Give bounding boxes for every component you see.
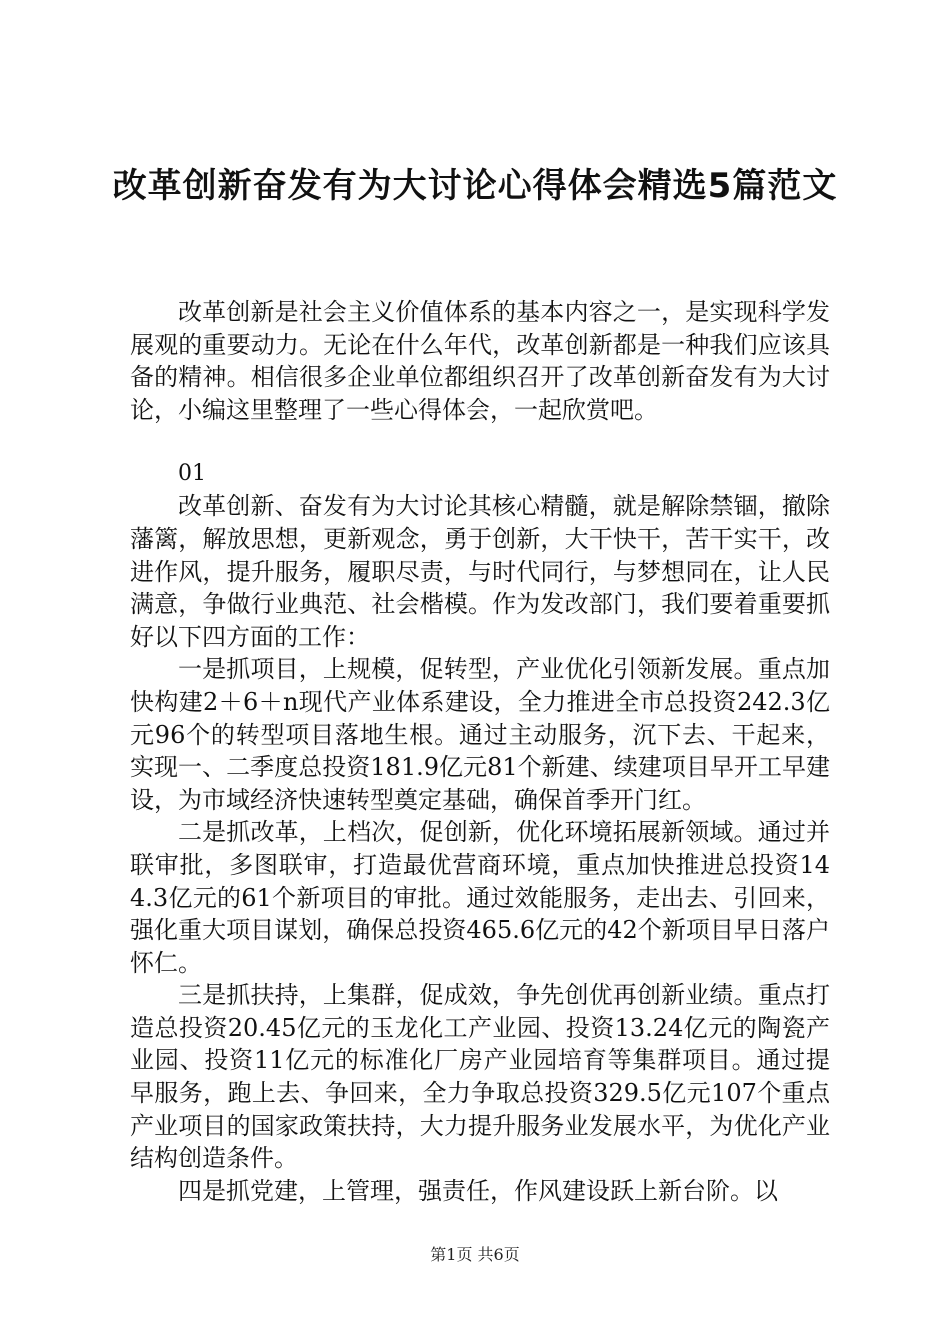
body-paragraph: 二是抓改革，上档次，促创新，优化环境拓展新领域。通过并联审批，多图联审，打造最优营商环境，重点加快推进总投资144.3亿元的61个新项目的审批。通过效能服务，走出去、引回来，强化重大项目谋划，确保总投资465.6亿元的42个新项目早日落户怀仁。	[130, 818, 830, 977]
page-footer: 第1页 共6页	[430, 1245, 520, 1264]
section-number: 01	[178, 461, 206, 487]
intro-paragraph: 改革创新是社会主义价值体系的基本内容之一，是实现科学发展观的重要动力。无论在什么年代，改革创新都是一种我们应该具备的精神。相信很多企业单位都组织召开了改革创新奋发有为大讨论，小编这里整理了一些心得体会，一起欣赏吧。	[130, 298, 830, 424]
body-paragraph: 四是抓党建，上管理，强责任，作风建设跃上新台阶。以	[178, 1176, 778, 1205]
document-body	[130, 296, 830, 1207]
body-paragraph: 一是抓项目，上规模，促转型，产业优化引领新发展。重点加快构建2＋6＋n现代产业体系建设，全力推进全市总投资242.3亿元96个的转型项目落地生根。通过主动服务，沉下去、干起来，实现一、二季度总投资181.9亿元81个新建、续建项目早开工早建设，为市域经济快速转型奠定基础，确保首季开门红。	[130, 655, 830, 814]
body-paragraph: 改革创新、奋发有为大讨论其核心精髓，就是解除禁锢，撤除藩篱，解放思想，更新观念，勇于创新，大干快干，苦干实干，改进作风，提升服务，履职尽责，与时代同行，与梦想同在，让人民满意，争做行业典范、社会楷模。作为发改部门，我们要着重要抓好以下四方面的工作：	[130, 492, 830, 651]
body-paragraph: 三是抓扶持，上集群，促成效，争先创优再创新业绩。重点打造总投资20.45亿元的玉龙化工产业园、投资13.24亿元的陶瓷产业园、投资11亿元的标准化厂房产业园培育等集群项目。通过提早服务，跑上去、争回来，全力争取总投资329.5亿元107个重点产业项目的国家政策扶持，大力提升服务业发展水平，为优化产业结构创造条件。	[130, 981, 830, 1173]
document-title: 改革创新奋发有为大讨论心得体会精选5篇范文	[112, 166, 838, 206]
